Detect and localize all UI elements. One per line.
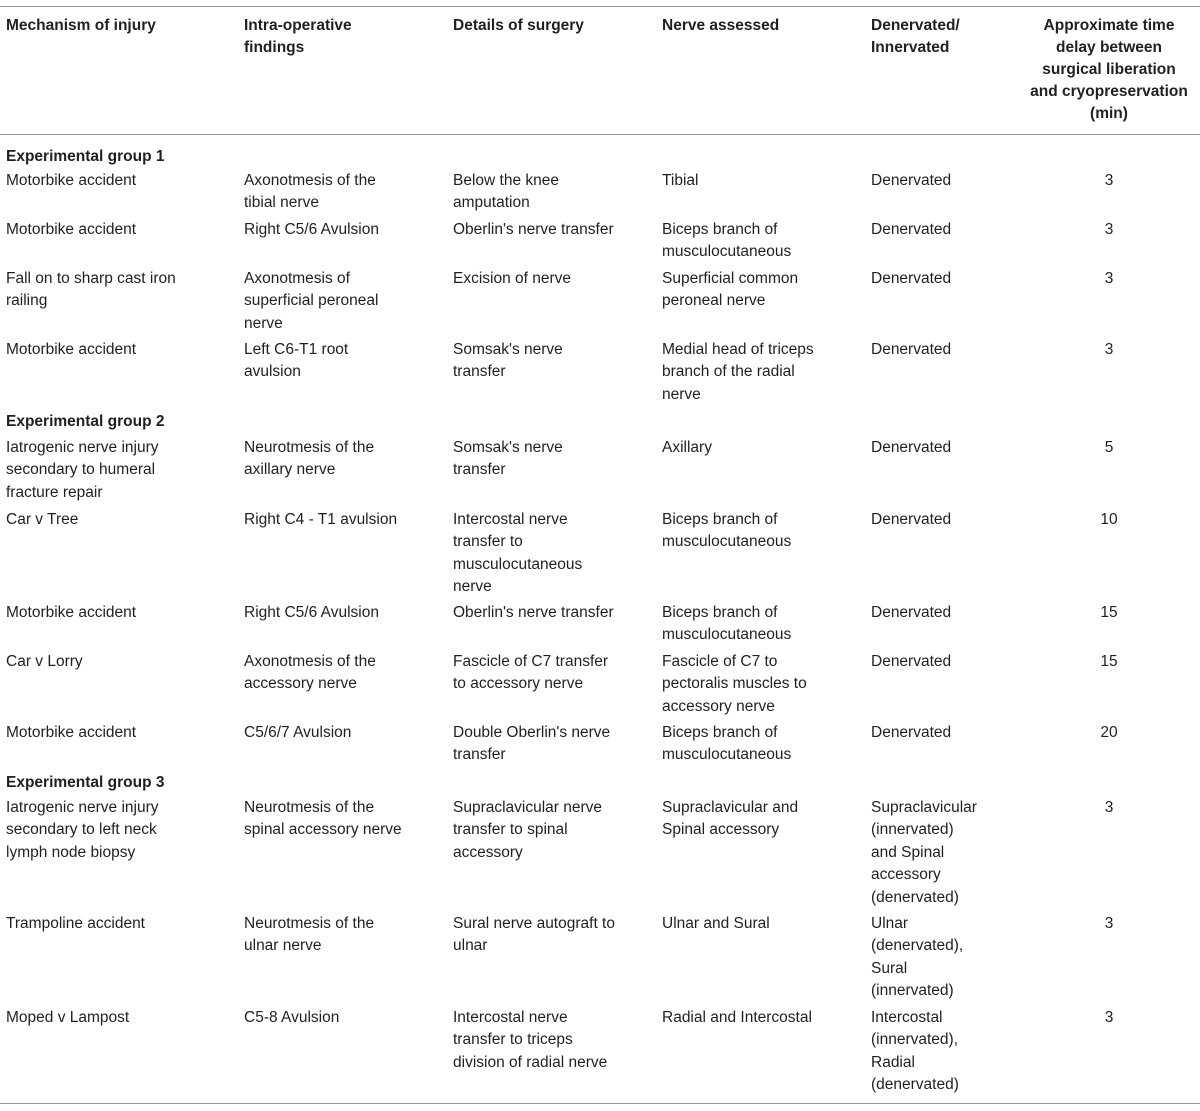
- cell-surgery: Somsak's nerve transfer: [453, 439, 563, 479]
- cell-nerve: Superficial common peroneal nerve: [662, 270, 799, 310]
- cell-time: 10: [1100, 511, 1118, 528]
- cell-status: Ulnar (denervated), Sural (innervated): [871, 915, 964, 1000]
- cell-time: 3: [1104, 1009, 1114, 1026]
- cell-mechanism: Moped v Lampost: [6, 1009, 130, 1026]
- top-rule: [0, 6, 1200, 7]
- cell-findings: C5-8 Avulsion: [244, 1009, 340, 1026]
- cell-findings: Right C5/6 Avulsion: [244, 221, 379, 238]
- cell-mechanism: Motorbike accident: [6, 172, 137, 189]
- cell-surgery: Somsak's nerve transfer: [453, 341, 563, 381]
- cell-status: Supraclavicular (innervated) and Spinal accessory (denervated): [871, 799, 977, 906]
- cell-surgery: Excision of nerve: [453, 270, 572, 287]
- cell-nerve: Biceps branch of musculocutaneous: [662, 604, 792, 644]
- cell-status: Denervated: [871, 270, 952, 287]
- cell-nerve: Supraclavicular and Spinal accessory: [662, 799, 799, 839]
- cell-time: 3: [1104, 915, 1114, 932]
- header-mechanism: Mechanism of injury: [6, 17, 156, 34]
- cell-mechanism: Iatrogenic nerve injury secondary to left neck lymph node biopsy: [6, 799, 159, 861]
- header-findings: Intra-operative findings: [244, 17, 352, 56]
- bottom-rule: [0, 1103, 1200, 1104]
- cell-surgery: Oberlin's nerve transfer: [453, 221, 614, 238]
- cell-time: 15: [1100, 604, 1118, 621]
- cell-nerve: Radial and Intercostal: [662, 1009, 812, 1026]
- cell-findings: Axonotmesis of the tibial nerve: [244, 172, 376, 212]
- cell-findings: Neurotmesis of the axillary nerve: [244, 439, 375, 479]
- cell-surgery: Double Oberlin's nerve transfer: [453, 724, 611, 764]
- cell-time: 3: [1104, 799, 1114, 816]
- cell-time: 3: [1104, 270, 1114, 287]
- cell-time: 3: [1104, 172, 1114, 189]
- cell-status: Intercostal (innervated), Radial (denervated): [871, 1009, 959, 1094]
- header-time-delay: Approximate time delay between surgical liberation and cryopreservation (min): [1030, 17, 1188, 122]
- cell-surgery: Oberlin's nerve transfer: [453, 604, 614, 621]
- cell-surgery: Intercostal nerve transfer to musculocutaneous nerve: [453, 511, 583, 596]
- cell-mechanism: Trampoline accident: [6, 915, 145, 932]
- cell-status: Denervated: [871, 172, 952, 189]
- cell-time: 15: [1100, 653, 1118, 670]
- cell-time: 20: [1100, 724, 1118, 741]
- cell-mechanism: Motorbike accident: [6, 221, 137, 238]
- cell-mechanism: Motorbike accident: [6, 604, 137, 621]
- cell-status: Denervated: [871, 653, 952, 670]
- cell-status: Denervated: [871, 511, 952, 528]
- cell-status: Denervated: [871, 221, 952, 238]
- cell-findings: C5/6/7 Avulsion: [244, 724, 352, 741]
- header-rule: [0, 134, 1200, 135]
- cell-surgery: Intercostal nerve transfer to triceps division of radial nerve: [453, 1009, 608, 1071]
- cell-findings: Neurotmesis of the ulnar nerve: [244, 915, 375, 955]
- cell-status: Denervated: [871, 604, 952, 621]
- cell-mechanism: Motorbike accident: [6, 341, 137, 358]
- cell-findings: Right C4 - T1 avulsion: [244, 511, 398, 528]
- cell-nerve: Ulnar and Sural: [662, 915, 770, 932]
- header-nerve: Nerve assessed: [662, 17, 780, 34]
- cell-time: 3: [1104, 221, 1114, 238]
- cell-mechanism: Fall on to sharp cast iron railing: [6, 270, 176, 310]
- cell-nerve: Tibial: [662, 172, 699, 189]
- cell-status: Denervated: [871, 724, 952, 741]
- cell-time: 5: [1104, 439, 1114, 456]
- cell-nerve: Axillary: [662, 439, 712, 456]
- cell-nerve: Medial head of triceps branch of the radial nerve: [662, 341, 814, 403]
- cell-time: 3: [1104, 341, 1114, 358]
- group-title: Experimental group 1: [6, 148, 165, 165]
- cell-mechanism: Iatrogenic nerve injury secondary to humeral fracture repair: [6, 439, 159, 501]
- cell-mechanism: Car v Lorry: [6, 653, 83, 670]
- cell-findings: Axonotmesis of superficial peroneal nerve: [244, 270, 379, 332]
- cell-mechanism: Car v Tree: [6, 511, 79, 528]
- group-title: Experimental group 3: [6, 774, 165, 791]
- cell-findings: Axonotmesis of the accessory nerve: [244, 653, 376, 693]
- cell-findings: Right C5/6 Avulsion: [244, 604, 379, 621]
- cell-surgery: Sural nerve autograft to ulnar: [453, 915, 615, 955]
- cell-status: Denervated: [871, 439, 952, 456]
- cell-surgery: Below the knee amputation: [453, 172, 559, 212]
- cell-surgery: Fascicle of C7 transfer to accessory nerve: [453, 653, 609, 693]
- group-title: Experimental group 2: [6, 413, 165, 430]
- cell-findings: Left C6-T1 root avulsion: [244, 341, 349, 381]
- cell-status: Denervated: [871, 341, 952, 358]
- cell-findings: Neurotmesis of the spinal accessory nerve: [244, 799, 402, 839]
- header-denervated: Denervated/ Innervated: [871, 17, 960, 56]
- cell-surgery: Supraclavicular nerve transfer to spinal accessory: [453, 799, 603, 861]
- cell-nerve: Biceps branch of musculocutaneous: [662, 511, 792, 551]
- cell-nerve: Biceps branch of musculocutaneous: [662, 221, 792, 261]
- cell-nerve: Biceps branch of musculocutaneous: [662, 724, 792, 764]
- cell-nerve: Fascicle of C7 to pectoralis muscles to accessory nerve: [662, 653, 807, 715]
- cell-mechanism: Motorbike accident: [6, 724, 137, 741]
- header-surgery: Details of surgery: [453, 17, 584, 34]
